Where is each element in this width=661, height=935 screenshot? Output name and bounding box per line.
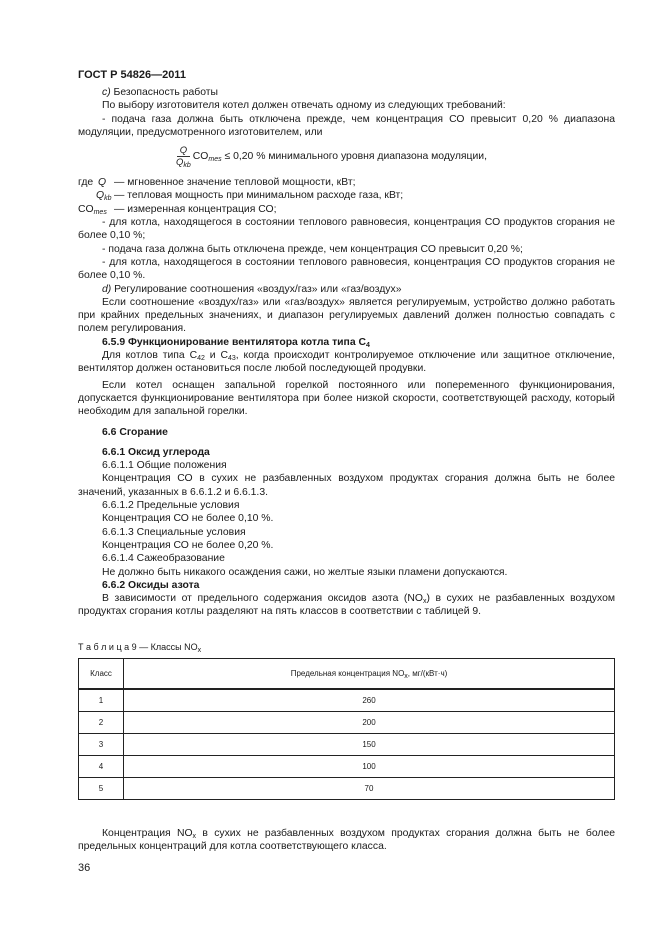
paragraph: Концентрация $NO_x$ в сухих не разбавленных воздухом продуктах сгорания должна быть не более предельных концентраций для котла соответствующего класса. bbox=[78, 828, 615, 853]
value-cell: 100 bbox=[124, 756, 615, 778]
table-row bbox=[79, 734, 615, 756]
item-label: c) bbox=[102, 87, 111, 98]
column-header-class: Класс bbox=[79, 659, 124, 690]
document-header: ГОСТ Р 54826—2011 bbox=[78, 69, 186, 81]
item-d-title: d) Регулирование соотношения «воздух/газ» или «газ/воздух» bbox=[102, 283, 402, 295]
class-cell: 4 bbox=[79, 756, 124, 778]
where-list bbox=[78, 176, 615, 216]
paragraph: Если котел оснащен запальной горелкой постоянного или попеременного функционирования, допускается функционирование вентилятора при более низкой скорости, соответствующей расходу, который необходим для запальной горелки. bbox=[78, 379, 615, 418]
subsection-heading: 6.6.1.3 Специальные условия bbox=[102, 526, 246, 538]
where-item: $Q_{kb}$ — тепловая мощность при минимальном расходе газа, кВт; bbox=[96, 190, 404, 203]
where-item: $CO_{mes}$ — измеренная концентрация СО; bbox=[78, 203, 277, 216]
value-cell: 260 bbox=[124, 689, 615, 712]
table-row bbox=[79, 712, 615, 734]
class-cell: 3 bbox=[79, 734, 124, 756]
item-c-title bbox=[78, 86, 615, 99]
nox-classes-table bbox=[78, 658, 615, 800]
paragraph: - подача газа должна быть отключена прежде, чем концентрация СО превысит 0,20 %; bbox=[102, 243, 523, 255]
value-cell: 150 bbox=[124, 734, 615, 756]
section-heading-6-6: 6.6 Сгорание bbox=[102, 426, 168, 438]
class-cell: 5 bbox=[79, 778, 124, 800]
denominator: $Q_{kb}$ bbox=[176, 157, 191, 170]
page-number: 36 bbox=[78, 862, 91, 874]
section-c bbox=[78, 86, 615, 619]
class-cell: 1 bbox=[79, 689, 124, 712]
section-heading-6-6-1: 6.6.1 Оксид углерода bbox=[102, 446, 210, 458]
paragraph: Концентрация СО не более 0,10 %. bbox=[102, 513, 274, 525]
value-cell: 70 bbox=[124, 778, 615, 800]
paragraph: По выбору изготовителя котел должен отвечать одному из следующих требований: bbox=[102, 100, 506, 112]
paragraph: Не должно быть никакого осаждения сажи, но желтые языки пламени допускаются. bbox=[102, 566, 508, 578]
table-caption: Т а б л и ц а 9 — Классы $NO_x$ bbox=[78, 642, 202, 654]
paragraph: Концентрация СО не более 0,20 %. bbox=[102, 539, 274, 551]
table-header-row bbox=[79, 659, 615, 690]
paragraph: Для котлов типа $С_{42}$ и $С_{43}$, когда происходит контролируемое отключение или защитное отключение, вентилятор должен остановиться после любой последующей продувки. bbox=[78, 350, 615, 375]
where-item: где Q — мгновенное значение тепловой мощности, кВт; bbox=[78, 177, 356, 189]
paragraph: - для котла, находящегося в состоянии теплового равновесия, концентрация СО продуктов сгорания не более 0,10 %. bbox=[78, 256, 615, 282]
paragraph: Если соотношение «воздух/газ» или «газ/воздух» является регулируемым, устройство должно работать при крайних предельных значениях, и диапазон регулируемых давлений должен полностью совпадать с полем регулирования. bbox=[78, 296, 615, 335]
formula bbox=[176, 145, 615, 168]
section-heading-6-6-2: 6.6.2 Оксиды азота bbox=[102, 579, 200, 591]
fraction bbox=[176, 145, 191, 168]
value-cell: 200 bbox=[124, 712, 615, 734]
subsection-heading: 6.6.1.1 Общие положения bbox=[102, 460, 227, 472]
numerator: Q bbox=[177, 145, 190, 157]
item-title: Безопасность работы bbox=[113, 87, 219, 98]
paragraph: В зависимости от предельного содержания оксидов азота $(NO_x)$ в сухих не разбавленных воздухом продуктах сгорания котлы разделяют на пять классов в соответствии с таблицей 9. bbox=[78, 593, 615, 618]
paragraph: Концентрация СО в сухих не разбавленных воздухом продуктах сгорания должна быть не более значений, указанных в 6.6.1.2 и 6.6.1.3. bbox=[78, 473, 615, 498]
paragraph: - для котла, находящегося в состоянии теплового равновесия, концентрация СО продуктов сгорания не более 0,10 %; bbox=[78, 217, 615, 242]
class-cell: 2 bbox=[79, 712, 124, 734]
subsection-heading: 6.6.1.2 Предельные условия bbox=[102, 500, 240, 512]
subsection-heading: 6.6.1.4 Сажеобразование bbox=[102, 553, 225, 565]
table-row bbox=[79, 689, 615, 712]
table-row bbox=[79, 778, 615, 800]
table-9 bbox=[78, 641, 615, 800]
paragraph: - подача газа должна быть отключена прежде, чем концентрация СО превысит 0,20 % диапазона модуляции, предусмотренного изготовителем, или bbox=[78, 113, 615, 138]
column-header-concentration: Предельная концентрация $NO_x$, мг/(кВт·ч) bbox=[124, 659, 615, 690]
closing-paragraph-block bbox=[78, 827, 615, 854]
formula-body: $CO_{mes} \le 0,20$ % минимального уровня диапазона модуляции, bbox=[192, 151, 488, 164]
section-heading-6-5-9: 6.5.9 Функционирование вентилятора котла типа $С_4$ bbox=[102, 336, 370, 349]
table-row bbox=[79, 756, 615, 778]
